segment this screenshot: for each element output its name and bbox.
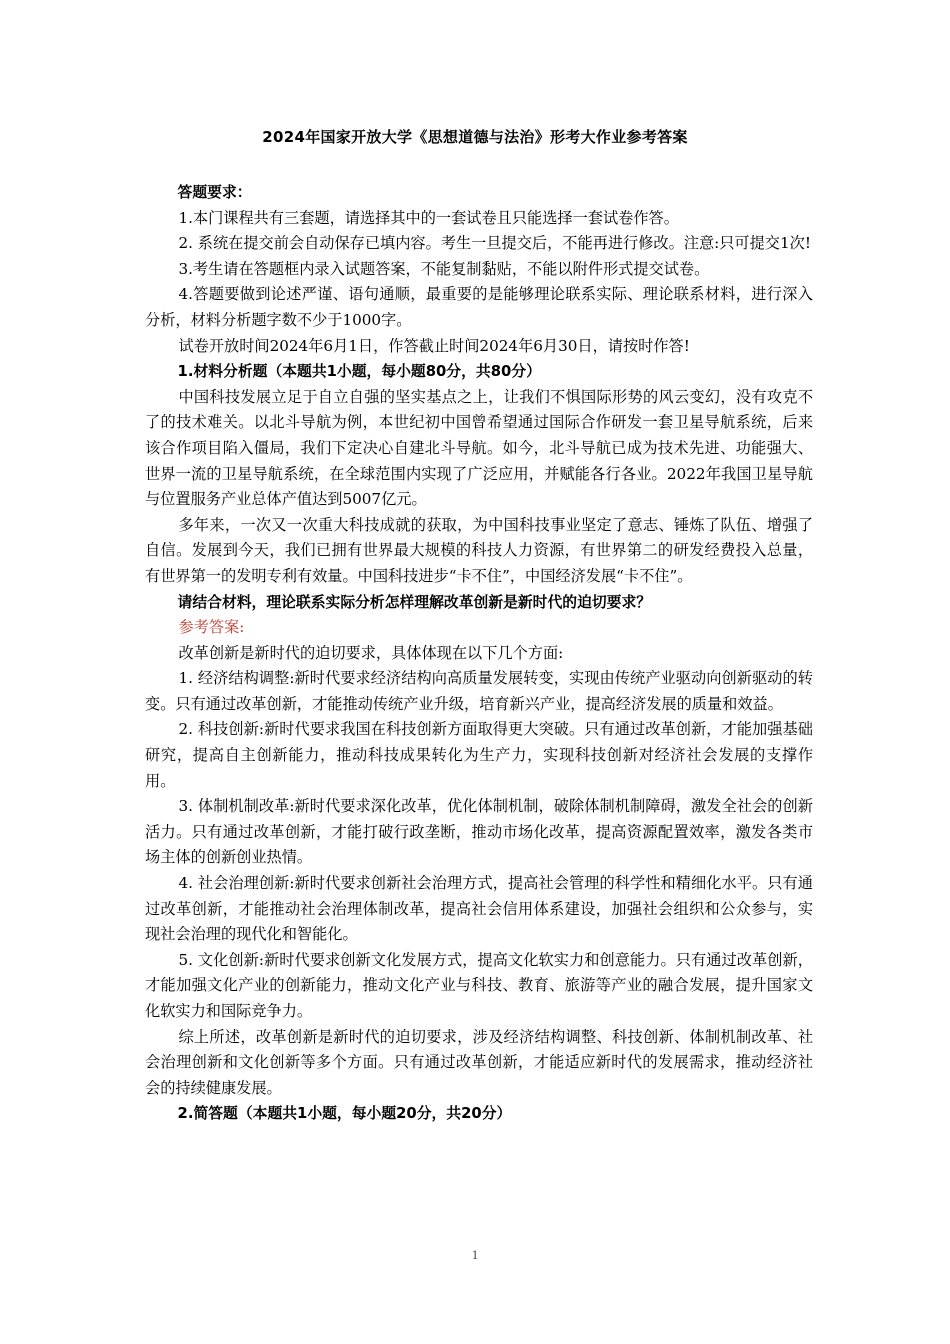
requirements-heading: 答题要求：	[177, 184, 252, 201]
requirement-item: 2. 系统在提交前会自动保存已填内容。考生一旦提交后，不能再进行修改。注意:只可提交1次!	[178, 234, 811, 253]
answer-point: 1. 经济结构调整:新时代要求经济结构向高质量发展转变，实现由传统产业驱动向创新驱动的转变。只有通过改革创新，才能推动传统产业升级，培育新兴产业，提高经济发展的质量和效益。	[145, 669, 813, 713]
answer-conclusion: 综上所述，改革创新是新时代的迫切要求，涉及经济结构调整、科技创新、体制机制改革、社会治理创新和文化创新等多个方面。只有通过改革创新，才能适应新时代的发展需求，推动经济社会的持续健康发展。	[145, 1027, 813, 1097]
question2-heading: 2.简答题（本题共1小题，每小题20分，共20分）	[177, 1105, 512, 1123]
document-body	[145, 180, 813, 1127]
document-title: 2024年国家开放大学《思想道德与法治》形考大作业参考答案	[262, 128, 688, 146]
requirement-item: 4.答题要做到论述严谨、语句通顺，最重要的是能够理论联系实际、理论联系材料，进行深入分析，材料分析题字数不少于1000字。	[145, 285, 813, 329]
question-prompt: 请结合材料，理论联系实际分析怎样理解改革创新是新时代的迫切要求？	[177, 593, 652, 611]
exam-time-notice: 试卷开放时间2024年6月1日，作答截止时间2024年6月30日，请按时作答!	[178, 336, 690, 355]
question1-heading: 1.材料分析题（本题共1小题，每小题80分，共80分）	[177, 363, 541, 381]
material-paragraph: 多年来，一次又一次重大科技成就的获取，为中国科技事业坚定了意志、锤炼了队伍、增强了自信。发展到今天，我们已拥有世界最大规模的科技人力资源，有世界第二的研发经费投入总量，有世界第一的发明专利有效量。中国科技进步“卡不住”，中国经济发展“卡不住”。	[145, 515, 813, 585]
answer-point: 5. 文化创新:新时代要求创新文化发展方式，提高文化软实力和创意能力。只有通过改革创新，才能加强文化产业的创新能力，推动文化产业与科技、教育、旅游等产业的融合发展，提升国家文化软实力和国际竞争力。	[145, 950, 813, 1020]
answer-label: 参考答案:	[178, 618, 245, 637]
answer-point: 4. 社会治理创新:新时代要求创新社会治理方式，提高社会管理的科学性和精细化水平。只有通过改革创新，才能推动社会治理体制改革，提高社会信用体系建设，加强社会组织和公众参与，实现社会治理的现代化和智能化。	[145, 874, 813, 944]
answer-intro: 改革创新是新时代的迫切要求，具体体现在以下几个方面:	[178, 643, 564, 662]
answer-point: 3. 体制机制改革:新时代要求深化改革，优化体制机制，破除体制机制障碍，激发全社会的创新活力。只有通过改革创新，才能打破行政垄断，推动市场化改革，提高资源配置效率，激发各类市场主体的创新创业热情。	[145, 797, 813, 867]
requirement-item: 1.本门课程共有三套题，请选择其中的一套试卷且只能选择一套试卷作答。	[178, 208, 679, 227]
requirement-item: 3.考生请在答题框内录入试题答案，不能复制黏贴，不能以附件形式提交试卷。	[178, 259, 710, 278]
page-number: 1	[471, 1247, 479, 1262]
material-paragraph: 中国科技发展立足于自立自强的坚实基点之上，让我们不惧国际形势的风云变幻，没有攻克不了的技术难关。以北斗导航为例，本世纪初中国曾希望通过国际合作研发一套卫星导航系统，后来该合作项目陷入僵局，我们下定决心自建北斗导航。如今，北斗导航已成为技术先进、功能强大、世界一流的卫星导航系统，在全球范围内实现了广泛应用，并赋能各行各业。2022年我国卫星导航与位置服务产业总体产值达到5007亿元。	[145, 387, 813, 509]
answer-point: 2. 科技创新:新时代要求我国在科技创新方面取得更大突破。只有通过改革创新，才能加强基础研究，提高自主创新能力，推动科技成果转化为生产力，实现科技创新对经济社会发展的支撑作用。	[145, 720, 813, 790]
